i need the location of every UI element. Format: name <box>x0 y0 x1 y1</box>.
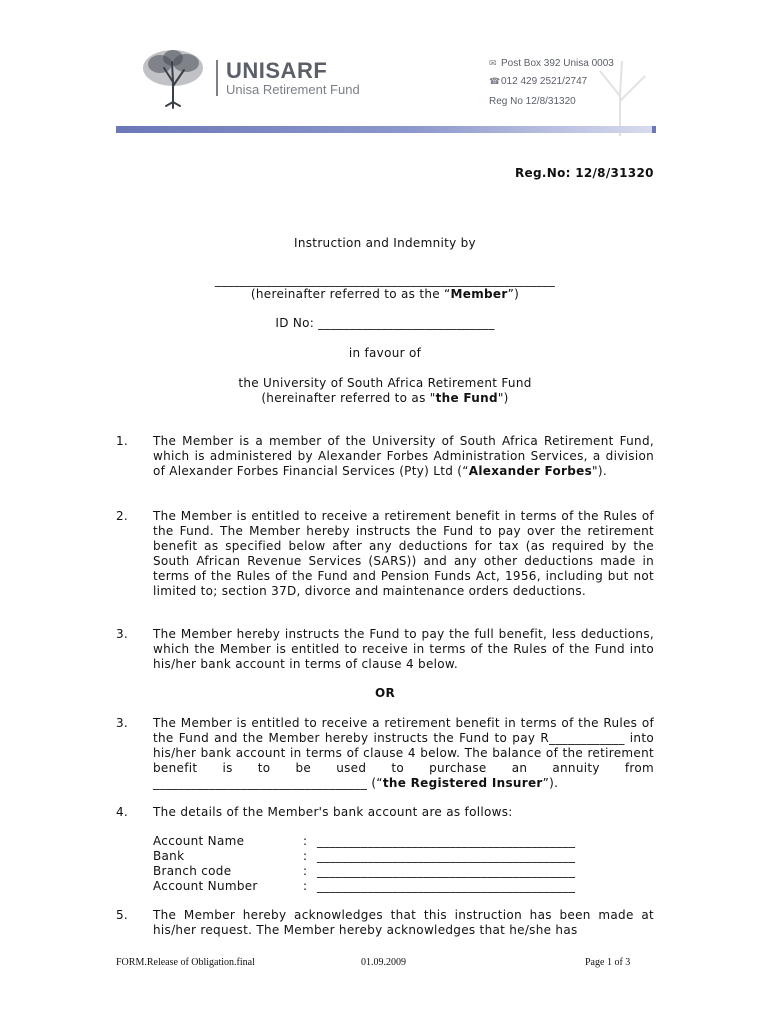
header-rule-end <box>652 126 656 133</box>
clause-2-text: The Member is entitled to receive a retirement benefit in terms of the Rules of the Fund. The Member hereby instructs the Fund to pay over the retirement benefit as specified below after any deductions for tax (as required by the South African Revenue Services (SARS)) and any other deductions made in terms of the Rules of the Fund and Pension Funds Act, 1956, including but not limited to; section 37D, divorce and maintenance orders deductions. <box>153 509 654 598</box>
clause-3b-number: 3. <box>116 716 129 730</box>
bank-field-branch-code[interactable]: Branch code : _________________________________________ <box>153 864 576 878</box>
clause-3a-number: 3. <box>116 627 129 641</box>
phone-icon: ☎ <box>489 76 501 86</box>
clause-5-number: 5. <box>116 908 129 922</box>
clause-3a-text: The Member hereby instructs the Fund to pay the full benefit, less deductions, which the Member is entitled to receive in terms of the Rules of the Fund into his/her bank account in terms of clause 4 below. <box>153 627 654 671</box>
in-favour-of: in favour of <box>348 346 422 360</box>
fund-hereinafter: (hereinafter referred to as "the Fund") <box>261 391 509 405</box>
clause-4-number: 4. <box>116 805 129 819</box>
document-title: Instruction and Indemnity by <box>294 236 476 250</box>
footer-form-name: FORM.Release of Obligation.final <box>116 957 255 968</box>
tree-logo-icon <box>138 46 208 110</box>
clause-1-text: The Member is a member of the University of South Africa Retirement Fund, which is administered by Alexander Forbes Administration Services, a division of Alexander Forbes Financial Services (Pty) Ltd (“Alexander Forbes"). <box>153 434 654 478</box>
clause-3b-text: The Member is entitled to receive a retirement benefit in terms of the Rules of the Fund and the Member hereby instructs the Fund to pay R____________ into his/her bank account in terms of clause 4 below. The balance of the retirement benefit is to be used to purchase an annuity from __________________________________ (“the Registered Insurer”). <box>153 716 654 790</box>
footer-date: 01.09.2009 <box>361 957 406 968</box>
or-separator: OR <box>374 686 396 700</box>
clause-4-text: The details of the Member's bank account are as follows: <box>153 805 513 819</box>
clause-2-number: 2. <box>116 509 129 523</box>
member-name-line: ______________________________________________________ <box>214 273 556 287</box>
reg-number: Reg.No: 12/8/31320 <box>515 166 654 180</box>
mail-icon: ✉ <box>489 58 497 68</box>
contact-postal <box>489 58 614 69</box>
postal-text: Post Box 392 Unisa 0003 <box>501 58 614 69</box>
bank-field-bank[interactable]: Bank : _________________________________________ <box>153 849 576 863</box>
bank-field-account-number[interactable]: Account Number : _________________________________________ <box>153 879 576 893</box>
member-hereinafter: (hereinafter referred to as the “Member”) <box>250 287 520 301</box>
reg-text: Reg No 12/8/31320 <box>489 96 576 107</box>
brand-divider <box>216 60 218 96</box>
id-number-line: ID No: ____________________________ <box>275 316 495 330</box>
brand-subtitle: Unisa Retirement Fund <box>226 82 360 97</box>
clause-1-number: 1. <box>116 434 129 448</box>
phone-text: 012 429 2521/2747 <box>501 76 588 87</box>
footer-page-number: Page 1 of 3 <box>585 957 631 968</box>
fund-name: the University of South Africa Retirement Fund <box>238 376 532 390</box>
brand-name: UNISARF <box>226 58 328 83</box>
header-rule <box>116 126 654 133</box>
contact-phone <box>489 76 587 87</box>
contact-reg <box>489 96 576 107</box>
bank-field-account-name[interactable]: Account Name : _________________________________________ <box>153 834 576 848</box>
clause-5-text: The Member hereby acknowledges that this instruction has been made at his/her request. The Member hereby acknowledges that he/she has <box>153 908 654 937</box>
